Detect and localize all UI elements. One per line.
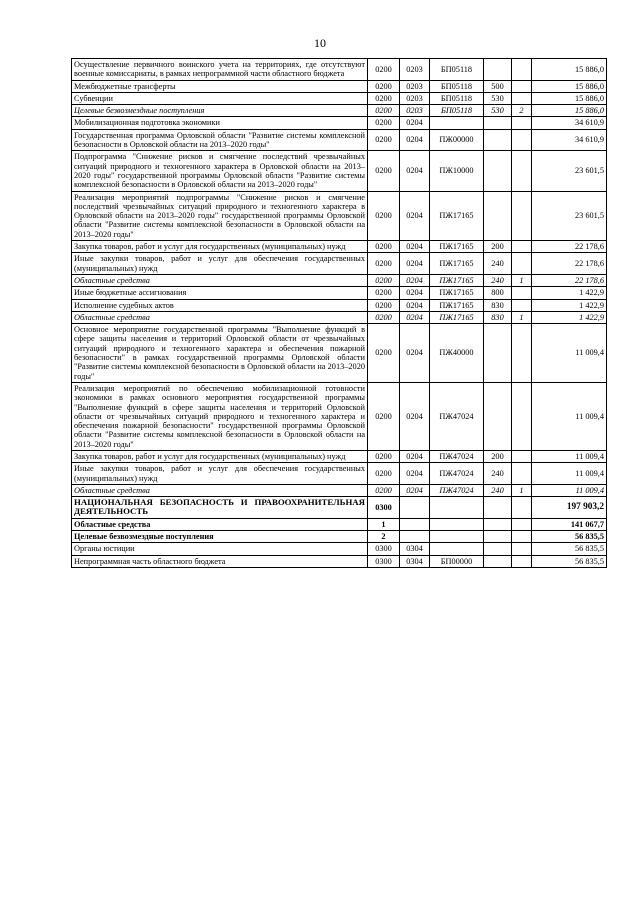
- section-code-cell: 0200: [368, 80, 400, 92]
- row-name-cell: Мобилизационная подготовка экономики: [72, 117, 368, 129]
- amount-cell: 1 422,9: [532, 287, 607, 299]
- target-item-code-cell: ПЖ40000: [430, 324, 484, 383]
- funding-source-cell: [512, 92, 532, 104]
- subsection-code-cell: 0204: [400, 241, 430, 253]
- table-body: [72, 59, 607, 568]
- table-row: [72, 253, 607, 275]
- row-name-cell: Областные средства: [72, 311, 368, 323]
- subsection-code-cell: 0204: [400, 151, 430, 191]
- subsection-code-cell: 0204: [400, 191, 430, 240]
- expense-type-code-cell: [484, 555, 512, 567]
- funding-source-cell: [512, 151, 532, 191]
- funding-source-cell: [512, 382, 532, 450]
- amount-cell: 56 835,5: [532, 543, 607, 555]
- expense-type-code-cell: 530: [484, 105, 512, 117]
- section-code-cell: 0300: [368, 543, 400, 555]
- funding-source-cell: 1: [512, 274, 532, 286]
- expense-type-code-cell: [484, 518, 512, 530]
- table-row: [72, 450, 607, 462]
- section-code-cell: 0300: [368, 497, 400, 519]
- section-code-cell: 0200: [368, 311, 400, 323]
- funding-source-cell: [512, 518, 532, 530]
- table-row: [72, 241, 607, 253]
- row-name-cell: Подпрограмма "Снижение рисков и смягчение последствий чрезвычайных ситуаций природного и техногенного характера в Орловской области на 2013–2020 годы" государственной программы Орловской области "Развитие системы комплексной безопасности в Орловской области на 2013–2020 годы": [72, 151, 368, 191]
- table-row: [72, 484, 607, 496]
- section-code-cell: 0200: [368, 324, 400, 383]
- amount-cell: 23 601,5: [532, 191, 607, 240]
- amount-cell: 11 009,4: [532, 484, 607, 496]
- row-name-cell: Целевые безвозмездные поступления: [72, 105, 368, 117]
- amount-cell: 11 009,4: [532, 463, 607, 485]
- target-item-code-cell: ПЖ17165: [430, 253, 484, 275]
- target-item-code-cell: ПЖ10000: [430, 151, 484, 191]
- amount-cell: 11 009,4: [532, 324, 607, 383]
- table-row: [72, 287, 607, 299]
- amount-cell: 56 835,5: [532, 531, 607, 543]
- target-item-code-cell: БП05118: [430, 59, 484, 81]
- table-row: [72, 151, 607, 191]
- subsection-code-cell: 0203: [400, 59, 430, 81]
- funding-source-cell: 2: [512, 105, 532, 117]
- expense-type-code-cell: [484, 59, 512, 81]
- expense-type-code-cell: 200: [484, 450, 512, 462]
- section-code-cell: 0200: [368, 450, 400, 462]
- section-code-cell: 0200: [368, 287, 400, 299]
- row-name-cell: Реализация мероприятий подпрограммы "Снижение рисков и смягчение последствий чрезвычайных ситуаций природного и техногенного характера в Орловской области на 2013–2020 годы" государственной программы Орловской области "Развитие системы комплексной безопасности в Орловской области на 2013–2020 годы": [72, 191, 368, 240]
- expense-type-code-cell: 200: [484, 241, 512, 253]
- table-row: [72, 59, 607, 81]
- target-item-code-cell: БП05118: [430, 92, 484, 104]
- expense-type-code-cell: 240: [484, 484, 512, 496]
- section-code-cell: 0200: [368, 484, 400, 496]
- target-item-code-cell: ПЖ47024: [430, 484, 484, 496]
- subsection-code-cell: 0204: [400, 117, 430, 129]
- amount-cell: 23 601,5: [532, 151, 607, 191]
- target-item-code-cell: ПЖ17165: [430, 311, 484, 323]
- target-item-code-cell: ПЖ47024: [430, 450, 484, 462]
- amount-cell: 15 886,0: [532, 59, 607, 81]
- funding-source-cell: [512, 299, 532, 311]
- section-code-cell: 0200: [368, 274, 400, 286]
- subsection-code-cell: 0204: [400, 450, 430, 462]
- subsection-code-cell: 0204: [400, 253, 430, 275]
- expense-type-code-cell: [484, 531, 512, 543]
- expense-type-code-cell: [484, 324, 512, 383]
- row-name-cell: Областные средства: [72, 484, 368, 496]
- section-code-cell: 0200: [368, 59, 400, 81]
- target-item-code-cell: ПЖ17165: [430, 287, 484, 299]
- target-item-code-cell: ПЖ17165: [430, 241, 484, 253]
- table-row: [72, 299, 607, 311]
- amount-cell: 56 835,5: [532, 555, 607, 567]
- target-item-code-cell: ПЖ47024: [430, 463, 484, 485]
- target-item-code-cell: [430, 117, 484, 129]
- section-code-cell: 0200: [368, 117, 400, 129]
- amount-cell: 11 009,4: [532, 450, 607, 462]
- funding-source-cell: [512, 253, 532, 275]
- row-name-cell: Непрограммная часть областного бюджета: [72, 555, 368, 567]
- section-code-cell: 0200: [368, 253, 400, 275]
- target-item-code-cell: БП05118: [430, 105, 484, 117]
- subsection-code-cell: 0204: [400, 287, 430, 299]
- target-item-code-cell: ПЖ17165: [430, 299, 484, 311]
- section-code-cell: 0200: [368, 151, 400, 191]
- expense-type-code-cell: 500: [484, 80, 512, 92]
- section-code-cell: 0200: [368, 463, 400, 485]
- section-code-cell: 0200: [368, 382, 400, 450]
- table-row: [72, 463, 607, 485]
- funding-source-cell: [512, 543, 532, 555]
- subsection-code-cell: 0304: [400, 543, 430, 555]
- funding-source-cell: [512, 450, 532, 462]
- subsection-code-cell: 0204: [400, 274, 430, 286]
- expense-type-code-cell: 240: [484, 463, 512, 485]
- expense-type-code-cell: [484, 543, 512, 555]
- row-name-cell: Целевые безвозмездные поступления: [72, 531, 368, 543]
- expense-type-code-cell: 830: [484, 299, 512, 311]
- expense-type-code-cell: 240: [484, 253, 512, 275]
- target-item-code-cell: БП05118: [430, 80, 484, 92]
- target-item-code-cell: ПЖ17165: [430, 191, 484, 240]
- section-code-cell: 0200: [368, 105, 400, 117]
- table-row: [72, 274, 607, 286]
- subsection-code-cell: 0204: [400, 463, 430, 485]
- row-name-cell: Субвенции: [72, 92, 368, 104]
- row-name-cell: Реализация мероприятий по обеспечению мобилизационной готовности экономики в рамках основного мероприятия государственной программы "Выполнение функций в сфере защиты населения и территорий Орловской области от чрезвычайных ситуаций природного и техногенного характера и обеспечения пожарной безопасности" государственной программы Орловской области "Развитие системы комплексной безопасности в Орловской области на 2013–2020 годы": [72, 382, 368, 450]
- expense-type-code-cell: [484, 382, 512, 450]
- funding-source-cell: [512, 287, 532, 299]
- row-name-cell: Закупка товаров, работ и услуг для государственных (муниципальных) нужд: [72, 450, 368, 462]
- funding-source-cell: 1: [512, 484, 532, 496]
- funding-source-cell: [512, 555, 532, 567]
- subsection-code-cell: [400, 531, 430, 543]
- budget-table: [71, 58, 607, 568]
- amount-cell: 15 886,0: [532, 80, 607, 92]
- amount-cell: 22 178,6: [532, 241, 607, 253]
- section-code-cell: 2: [368, 531, 400, 543]
- subsection-code-cell: 0204: [400, 382, 430, 450]
- expense-type-code-cell: [484, 191, 512, 240]
- table-row: [72, 518, 607, 530]
- amount-cell: 34 610,9: [532, 117, 607, 129]
- table-row: [72, 191, 607, 240]
- target-item-code-cell: [430, 531, 484, 543]
- row-name-cell: Государственная программа Орловской области "Развитие системы комплексной безопасности в Орловской области на 2013–2020 годы": [72, 129, 368, 151]
- table-row: [72, 543, 607, 555]
- table-row: [72, 92, 607, 104]
- row-name-cell: Иные закупки товаров, работ и услуг для обеспечения государственных (муниципальных) нужд: [72, 463, 368, 485]
- target-item-code-cell: [430, 518, 484, 530]
- funding-source-cell: [512, 463, 532, 485]
- table-row: [72, 324, 607, 383]
- section-code-cell: 0200: [368, 299, 400, 311]
- funding-source-cell: [512, 324, 532, 383]
- amount-cell: 11 009,4: [532, 382, 607, 450]
- row-name-cell: Основное мероприятие государственной программы "Выполнение функций в сфере защиты населения и территорий Орловской области от чрезвычайных ситуаций природного и техногенного характера и обеспечения пожарной безопасности" в рамках государственной программы Орловской области "Развитие системы комплексной безопасности в Орловской области на 2013–2020 годы": [72, 324, 368, 383]
- subsection-code-cell: 0203: [400, 105, 430, 117]
- amount-cell: 1 422,9: [532, 311, 607, 323]
- amount-cell: 22 178,6: [532, 274, 607, 286]
- table-row: [72, 555, 607, 567]
- table-row: [72, 497, 607, 519]
- table-row: [72, 80, 607, 92]
- funding-source-cell: [512, 531, 532, 543]
- expense-type-code-cell: 830: [484, 311, 512, 323]
- subsection-code-cell: 0204: [400, 324, 430, 383]
- page-number: 10: [314, 36, 326, 50]
- row-name-cell: Межбюджетные трансферты: [72, 80, 368, 92]
- target-item-code-cell: ПЖ17165: [430, 274, 484, 286]
- target-item-code-cell: ПЖ00000: [430, 129, 484, 151]
- table-row: [72, 382, 607, 450]
- subsection-code-cell: 0204: [400, 311, 430, 323]
- subsection-code-cell: 0204: [400, 484, 430, 496]
- subsection-code-cell: 0203: [400, 80, 430, 92]
- row-name-cell: Областные средства: [72, 274, 368, 286]
- subsection-code-cell: 0204: [400, 129, 430, 151]
- subsection-code-cell: 0203: [400, 92, 430, 104]
- row-name-cell: Осуществление первичного воинского учета на территориях, где отсутствуют военные комиссариаты, в рамках непрограммной части областного бюджета: [72, 59, 368, 81]
- target-item-code-cell: [430, 497, 484, 519]
- section-code-cell: 0200: [368, 92, 400, 104]
- subsection-code-cell: 0304: [400, 555, 430, 567]
- amount-cell: 15 886,0: [532, 105, 607, 117]
- expense-type-code-cell: 240: [484, 274, 512, 286]
- target-item-code-cell: ПЖ47024: [430, 382, 484, 450]
- section-code-cell: 0300: [368, 555, 400, 567]
- amount-cell: 197 903,2: [532, 497, 607, 519]
- expense-type-code-cell: [484, 117, 512, 129]
- amount-cell: 34 610,9: [532, 129, 607, 151]
- section-code-cell: 0200: [368, 129, 400, 151]
- amount-cell: 15 886,0: [532, 92, 607, 104]
- table-row: [72, 105, 607, 117]
- row-name-cell: Иные бюджетные ассигнования: [72, 287, 368, 299]
- amount-cell: 22 178,6: [532, 253, 607, 275]
- subsection-code-cell: [400, 497, 430, 519]
- funding-source-cell: [512, 80, 532, 92]
- expense-type-code-cell: 530: [484, 92, 512, 104]
- row-name-cell: Закупка товаров, работ и услуг для государственных (муниципальных) нужд: [72, 241, 368, 253]
- funding-source-cell: [512, 59, 532, 81]
- table-row: [72, 531, 607, 543]
- row-name-cell: Исполнение судебных актов: [72, 299, 368, 311]
- target-item-code-cell: [430, 543, 484, 555]
- row-name-cell: Областные средства: [72, 518, 368, 530]
- funding-source-cell: [512, 129, 532, 151]
- table-row: [72, 117, 607, 129]
- subsection-code-cell: 0204: [400, 299, 430, 311]
- amount-cell: 141 067,7: [532, 518, 607, 530]
- section-code-cell: 0200: [368, 241, 400, 253]
- subsection-code-cell: [400, 518, 430, 530]
- table-row: [72, 129, 607, 151]
- section-code-cell: 0200: [368, 191, 400, 240]
- amount-cell: 1 422,9: [532, 299, 607, 311]
- table-row: [72, 311, 607, 323]
- funding-source-cell: [512, 241, 532, 253]
- funding-source-cell: [512, 117, 532, 129]
- expense-type-code-cell: [484, 129, 512, 151]
- funding-source-cell: 1: [512, 311, 532, 323]
- target-item-code-cell: БП00000: [430, 555, 484, 567]
- funding-source-cell: [512, 191, 532, 240]
- expense-type-code-cell: 800: [484, 287, 512, 299]
- row-name-cell: НАЦИОНАЛЬНАЯ БЕЗОПАСНОСТЬ И ПРАВООХРАНИТЕЛЬНАЯ ДЕЯТЕЛЬНОСТЬ: [72, 497, 368, 519]
- expense-type-code-cell: [484, 497, 512, 519]
- row-name-cell: Иные закупки товаров, работ и услуг для обеспечения государственных (муниципальных) нужд: [72, 253, 368, 275]
- section-code-cell: 1: [368, 518, 400, 530]
- row-name-cell: Органы юстиции: [72, 543, 368, 555]
- funding-source-cell: [512, 497, 532, 519]
- expense-type-code-cell: [484, 151, 512, 191]
